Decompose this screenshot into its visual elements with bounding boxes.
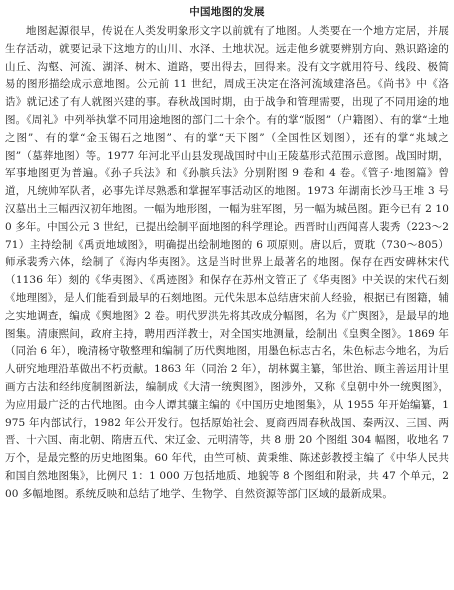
- article-title: 中国地图的发展: [189, 6, 265, 18]
- article-body: 地图起源很早，传说在人类发明象形文字以前就有了地图。人类要在一个地方定居，并展生存活动，就要记录下这地方的山川、水泽、土地状况。远走他乡就要辨别方向、熟识路途的山丘、沟壑、河流、湖泽、树木、道路，要出得去，回得来。没有文字就用符号、线段、极简易的图形描绘成示意地图。公元前 11 世纪，周成王决定在洛河流域建洛邑。《尚书》中《洛诰》就记述了有人就图兴建的事。春秋战国时期，由于战争和管理需要，出现了不同用途的地图。《周礼》中列举执掌不同用途地图的部门二十余个。有的掌“版图”（户籍图）、有的掌“土地之图”、有的掌“金玉锡石之地图”、有的掌“天下图”（全国性区划图），还有的掌“兆域之图”（墓葬地图）等。1977 年河北平山县发现战国时中山王陵墓形式范围示意图。战国时期，军事地图更为普遍。《孙子兵法》和《孙膑兵法》分别附图 9 卷和 4 卷。《管子·地图篇》曾道，凡统帅军队者，必事先详尽熟悉和掌握军事活动区的地图。1973 年湖南长沙马王堆 3 号汉墓出土三幅西汉初年地图。一幅为地形图，一幅为驻军图，另一幅为城邑图。距今已有 2 100 多年。中国公元 3 世纪，已提出绘制平面地图的科学理论。西晋时山西闻喜人裴秀（223～271）主持绘制《禹贡地域图》，明确提出绘制地图的 6 项原则。唐以后，贾耽（730～805）师承裴秀六体，绘制了《海内华夷图》。这是当时世界上最著名的地图。保存在西安碑林宋代（1136 年）刻的《华夷图》、《禹迹图》和保存在苏州文管正了《华夷图》中关误的宋代石刻《地理图》，是人们能看到最早的石刻地图。元代朱思本总结唐宋前人经验，根据已有图籍，辅之实地调查，编成《舆地图》2 卷。明代罗洪先将其改成分幅图，名为《广舆图》，是最早的地图集。清康熙间，政府主持，聘用西洋教士，对全国实地测量，绘制出《皇舆全图》。1869 年（同治 6 年），晚清杨守敬整理和编制了历代舆地图，用墨色标志古名，朱色标志今地名，为后人研究地理沿革做出不朽贡献。1863 年（同治 2 年），胡林翼主纂，邹世治、顾主善运用计里画方古法和经纬度制图新法，编制成《大清一统舆图》，图涉外，又称《皇朝中外一统舆图》，为应用最广泛的古代地图。由今人谭其骧主编的《中国历史地图集》，从 1955 年开始编纂，1975 年内部试行，1982 年公开发行。包括原始社会、夏商西周春秋战国、秦两汉、三国、两晋、十六国、南北朝、隋唐五代、宋辽金、元明清等，共 8 册 20 个图组 304 幅图，收地名 7 万个，是最完整的历史地图集。60 年代，由竺可桢、黄秉维、陈述彭教授主编了《中华人民共和国自然地图集》，比例尺 1：1 000 万包括地质、地貌等 8 个图组和附录，共 47 个单元，200 多幅地图。系统反映和总结了地学、生物学、自然资源等部门区域的最新成果。: [5, 25, 449, 500]
